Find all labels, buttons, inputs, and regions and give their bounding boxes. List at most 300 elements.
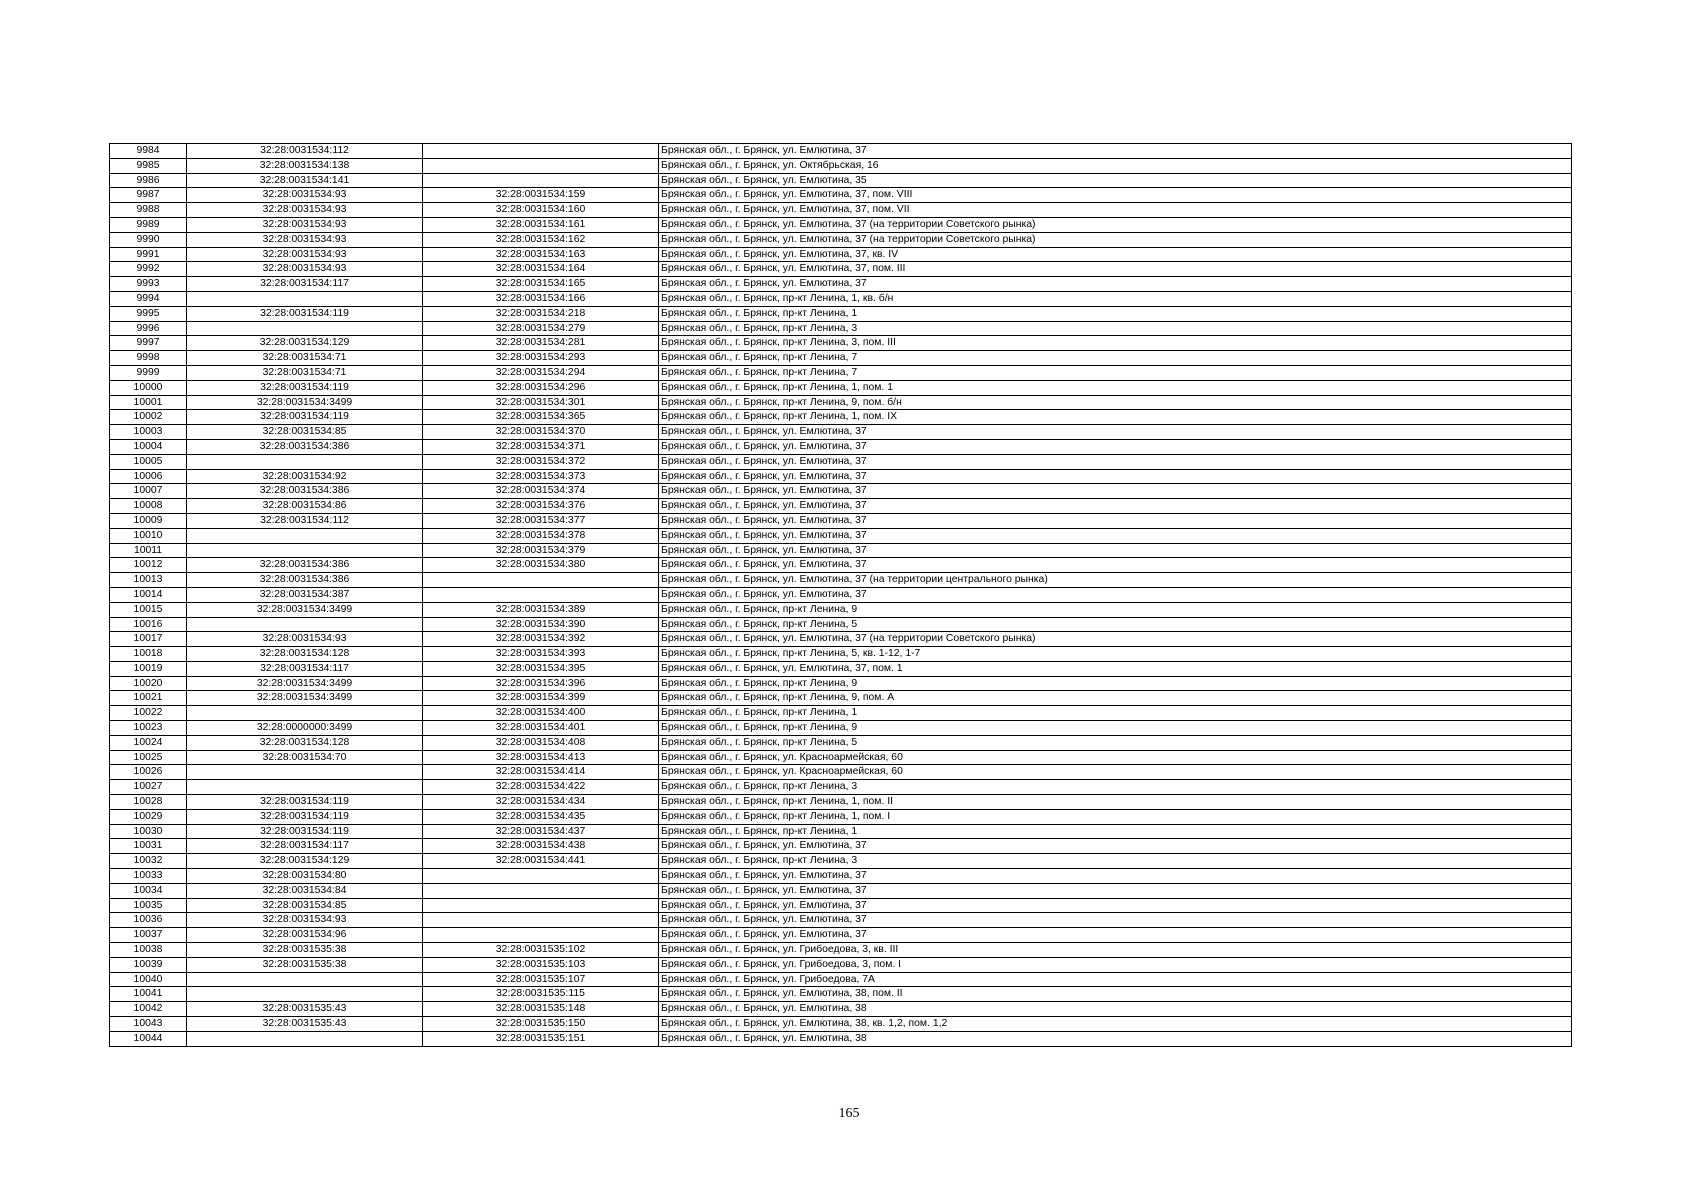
table-row [110,928,1572,943]
address-cell: Брянская обл., г. Брянск, пр-кт Ленина, 9 [659,602,1572,617]
object-cadastral-number-cell: 32:28:0031534:164 [423,262,659,277]
object-cadastral-number-cell [423,587,659,602]
cadastral-number-cell: 32:28:0031534:141 [187,173,423,188]
cadastral-number-cell [187,972,423,987]
address-cell: Брянская обл., г. Брянск, ул. Емлютина, 37 [659,484,1572,499]
table-row [110,573,1572,588]
row-number-cell: 10036 [110,913,187,928]
cadastral-number-cell: 32:28:0031534:3499 [187,676,423,691]
cadastral-number-cell: 32:28:0031534:386 [187,439,423,454]
row-number-cell: 10005 [110,454,187,469]
row-number-cell: 10022 [110,706,187,721]
table-row [110,957,1572,972]
table-row [110,1002,1572,1017]
row-number-cell: 10041 [110,987,187,1002]
object-cadastral-number-cell [423,869,659,884]
address-cell: Брянская обл., г. Брянск, ул. Емлютина, 37 [659,543,1572,558]
address-cell: Брянская обл., г. Брянск, ул. Емлютина, 37 (на территории Советского рынка) [659,232,1572,247]
row-number-cell: 10024 [110,735,187,750]
cadastral-number-cell: 32:28:0031534:119 [187,410,423,425]
address-cell: Брянская обл., г. Брянск, ул. Емлютина, 37 [659,425,1572,440]
object-cadastral-number-cell [423,573,659,588]
cadastral-number-cell: 32:28:0031534:119 [187,306,423,321]
address-cell: Брянская обл., г. Брянск, ул. Емлютина, 37 [659,883,1572,898]
cadastral-number-cell: 32:28:0031534:129 [187,854,423,869]
cadastral-number-cell [187,321,423,336]
row-number-cell: 10004 [110,439,187,454]
row-number-cell: 10027 [110,780,187,795]
row-number-cell: 10037 [110,928,187,943]
object-cadastral-number-cell: 32:28:0031534:159 [423,188,659,203]
cadastral-number-cell: 32:28:0031535:38 [187,943,423,958]
row-number-cell: 10026 [110,765,187,780]
cadastral-number-cell: 32:28:0031534:93 [187,232,423,247]
object-cadastral-number-cell: 32:28:0031534:422 [423,780,659,795]
cadastral-number-cell: 32:28:0031534:93 [187,262,423,277]
object-cadastral-number-cell: 32:28:0031534:166 [423,291,659,306]
row-number-cell: 9995 [110,306,187,321]
row-number-cell: 10011 [110,543,187,558]
table-row [110,632,1572,647]
cadastral-number-cell: 32:28:0031534:93 [187,247,423,262]
table-row [110,558,1572,573]
table-row [110,380,1572,395]
cadastral-number-cell: 32:28:0031534:112 [187,144,423,159]
table-row [110,943,1572,958]
row-number-cell: 9990 [110,232,187,247]
address-cell: Брянская обл., г. Брянск, ул. Емлютина, 37 [659,898,1572,913]
object-cadastral-number-cell: 32:28:0031534:389 [423,602,659,617]
address-cell: Брянская обл., г. Брянск, ул. Емлютина, 37 (на территории Советского рынка) [659,632,1572,647]
table-row [110,528,1572,543]
cadastral-number-cell: 32:28:0031534:117 [187,661,423,676]
table-row [110,869,1572,884]
address-cell: Брянская обл., г. Брянск, ул. Грибоедова, 3, пом. I [659,957,1572,972]
cadastral-number-cell: 32:28:0031534:93 [187,913,423,928]
cadastral-number-cell [187,543,423,558]
table-row [110,306,1572,321]
object-cadastral-number-cell: 32:28:0031534:374 [423,484,659,499]
row-number-cell: 9999 [110,365,187,380]
address-cell: Брянская обл., г. Брянск, ул. Емлютина, 38 [659,1031,1572,1046]
cadastral-number-cell: 32:28:0031534:128 [187,647,423,662]
address-cell: Брянская обл., г. Брянск, ул. Емлютина, 35 [659,173,1572,188]
row-number-cell: 10021 [110,691,187,706]
table-row [110,691,1572,706]
address-cell: Брянская обл., г. Брянск, ул. Емлютина, 37, кв. IV [659,247,1572,262]
table-row [110,203,1572,218]
cadastral-number-cell [187,706,423,721]
table-row [110,765,1572,780]
address-cell: Брянская обл., г. Брянск, пр-кт Ленина, 9, пом. А [659,691,1572,706]
object-cadastral-number-cell: 32:28:0031534:370 [423,425,659,440]
address-cell: Брянская обл., г. Брянск, ул. Емлютина, 37 [659,469,1572,484]
row-number-cell: 10025 [110,750,187,765]
row-number-cell: 10034 [110,883,187,898]
row-number-cell: 10043 [110,1017,187,1032]
address-cell: Брянская обл., г. Брянск, пр-кт Ленина, 1 [659,824,1572,839]
object-cadastral-number-cell: 32:28:0031534:293 [423,351,659,366]
row-number-cell: 10010 [110,528,187,543]
address-cell: Брянская обл., г. Брянск, пр-кт Ленина, 9, пом. б/н [659,395,1572,410]
cadastral-number-cell: 32:28:0000000:3499 [187,721,423,736]
object-cadastral-number-cell [423,173,659,188]
cadastral-number-cell: 32:28:0031534:3499 [187,395,423,410]
row-number-cell: 10007 [110,484,187,499]
table-row [110,188,1572,203]
cadastral-number-cell: 32:28:0031534:86 [187,499,423,514]
row-number-cell: 10002 [110,410,187,425]
cadastral-number-cell: 32:28:0031534:138 [187,158,423,173]
cadastral-number-cell: 32:28:0031534:129 [187,336,423,351]
cadastral-number-cell: 32:28:0031534:71 [187,351,423,366]
cadastral-number-cell: 32:28:0031534:93 [187,203,423,218]
table-row [110,454,1572,469]
address-cell: Брянская обл., г. Брянск, пр-кт Ленина, 1, пом. I [659,809,1572,824]
address-cell: Брянская обл., г. Брянск, ул. Емлютина, 37, пом. III [659,262,1572,277]
object-cadastral-number-cell: 32:28:0031534:399 [423,691,659,706]
address-cell: Брянская обл., г. Брянск, пр-кт Ленина, 7 [659,351,1572,366]
table-row [110,262,1572,277]
cadastral-number-cell [187,765,423,780]
address-cell: Брянская обл., г. Брянск, пр-кт Ленина, 1, кв. б/н [659,291,1572,306]
address-cell: Брянская обл., г. Брянск, ул. Емлютина, 37 [659,144,1572,159]
row-number-cell: 10031 [110,839,187,854]
table-row [110,780,1572,795]
address-cell: Брянская обл., г. Брянск, ул. Емлютина, 38 [659,1002,1572,1017]
table-row [110,824,1572,839]
table-row [110,617,1572,632]
row-number-cell: 10028 [110,795,187,810]
object-cadastral-number-cell: 32:28:0031534:218 [423,306,659,321]
table-row [110,144,1572,159]
cadastral-number-cell: 32:28:0031534:119 [187,809,423,824]
table-row [110,365,1572,380]
table-row [110,898,1572,913]
cadastral-number-cell: 32:28:0031534:3499 [187,691,423,706]
address-cell: Брянская обл., г. Брянск, ул. Емлютина, 37, пом. VII [659,203,1572,218]
cadastral-number-cell: 32:28:0031534:70 [187,750,423,765]
address-cell: Брянская обл., г. Брянск, ул. Красноармейская, 60 [659,765,1572,780]
address-cell: Брянская обл., г. Брянск, ул. Емлютина, 37 [659,277,1572,292]
object-cadastral-number-cell: 32:28:0031534:379 [423,543,659,558]
address-cell: Брянская обл., г. Брянск, ул. Емлютина, 37 [659,587,1572,602]
table-row [110,484,1572,499]
address-cell: Брянская обл., г. Брянск, пр-кт Ленина, 1, пом. II [659,795,1572,810]
table-row [110,1031,1572,1046]
row-number-cell: 10030 [110,824,187,839]
object-cadastral-number-cell: 32:28:0031534:281 [423,336,659,351]
object-cadastral-number-cell: 32:28:0031534:393 [423,647,659,662]
cadastral-number-cell: 32:28:0031534:112 [187,513,423,528]
table-row [110,336,1572,351]
object-cadastral-number-cell: 32:28:0031534:435 [423,809,659,824]
row-number-cell: 10039 [110,957,187,972]
address-cell: Брянская обл., г. Брянск, пр-кт Ленина, 9 [659,676,1572,691]
table-row [110,351,1572,366]
object-cadastral-number-cell: 32:28:0031534:373 [423,469,659,484]
object-cadastral-number-cell: 32:28:0031534:414 [423,765,659,780]
cadastral-number-cell: 32:28:0031534:386 [187,573,423,588]
row-number-cell: 9992 [110,262,187,277]
object-cadastral-number-cell: 32:28:0031534:390 [423,617,659,632]
row-number-cell: 10008 [110,499,187,514]
row-number-cell: 9996 [110,321,187,336]
row-number-cell: 9984 [110,144,187,159]
table-row [110,173,1572,188]
row-number-cell: 10029 [110,809,187,824]
table-row [110,439,1572,454]
object-cadastral-number-cell: 32:28:0031535:115 [423,987,659,1002]
object-cadastral-number-cell: 32:28:0031534:162 [423,232,659,247]
table-row [110,469,1572,484]
row-number-cell: 9993 [110,277,187,292]
row-number-cell: 10015 [110,602,187,617]
object-cadastral-number-cell: 32:28:0031534:371 [423,439,659,454]
table-row [110,425,1572,440]
address-cell: Брянская обл., г. Брянск, пр-кт Ленина, 3 [659,854,1572,869]
row-number-cell: 10040 [110,972,187,987]
cadastral-number-cell: 32:28:0031534:93 [187,217,423,232]
cadastral-number-cell [187,987,423,1002]
table-row [110,587,1572,602]
address-cell: Брянская обл., г. Брянск, ул. Грибоедова, 3, кв. III [659,943,1572,958]
address-cell: Брянская обл., г. Брянск, пр-кт Ленина, 1 [659,306,1572,321]
object-cadastral-number-cell: 32:28:0031534:163 [423,247,659,262]
row-number-cell: 10020 [110,676,187,691]
object-cadastral-number-cell: 32:28:0031534:165 [423,277,659,292]
cadastral-number-cell: 32:28:0031534:84 [187,883,423,898]
object-cadastral-number-cell: 32:28:0031534:392 [423,632,659,647]
object-cadastral-number-cell [423,158,659,173]
cadastral-number-cell: 32:28:0031534:3499 [187,602,423,617]
object-cadastral-number-cell [423,144,659,159]
address-cell: Брянская обл., г. Брянск, пр-кт Ленина, 3 [659,780,1572,795]
object-cadastral-number-cell: 32:28:0031535:103 [423,957,659,972]
object-cadastral-number-cell: 32:28:0031534:279 [423,321,659,336]
address-cell: Брянская обл., г. Брянск, ул. Емлютина, 37 (на территории центрального рынка) [659,573,1572,588]
address-cell: Брянская обл., г. Брянск, ул. Красноармейская, 60 [659,750,1572,765]
table-body [110,144,1572,1047]
table-row [110,972,1572,987]
address-cell: Брянская обл., г. Брянск, пр-кт Ленина, 5 [659,735,1572,750]
row-number-cell: 10001 [110,395,187,410]
address-cell: Брянская обл., г. Брянск, ул. Емлютина, 37 [659,839,1572,854]
row-number-cell: 10016 [110,617,187,632]
address-cell: Брянская обл., г. Брянск, ул. Емлютина, 37 [659,439,1572,454]
row-number-cell: 10012 [110,558,187,573]
cadastral-number-cell: 32:28:0031534:80 [187,869,423,884]
cadastral-number-cell: 32:28:0031534:386 [187,558,423,573]
object-cadastral-number-cell: 32:28:0031534:301 [423,395,659,410]
object-cadastral-number-cell: 32:28:0031534:413 [423,750,659,765]
address-cell: Брянская обл., г. Брянск, ул. Емлютина, 37 [659,558,1572,573]
cadastral-number-cell: 32:28:0031534:92 [187,469,423,484]
cadastral-number-cell: 32:28:0031534:386 [187,484,423,499]
row-number-cell: 10044 [110,1031,187,1046]
object-cadastral-number-cell: 32:28:0031534:378 [423,528,659,543]
row-number-cell: 10019 [110,661,187,676]
table-row [110,750,1572,765]
row-number-cell: 10000 [110,380,187,395]
table-row [110,232,1572,247]
object-cadastral-number-cell: 32:28:0031534:161 [423,217,659,232]
cadastral-number-cell: 32:28:0031534:128 [187,735,423,750]
object-cadastral-number-cell: 32:28:0031534:294 [423,365,659,380]
table-row [110,277,1572,292]
row-number-cell: 10035 [110,898,187,913]
object-cadastral-number-cell: 32:28:0031534:365 [423,410,659,425]
table-row [110,987,1572,1002]
cadastral-number-cell [187,291,423,306]
cadastral-number-cell: 32:28:0031534:117 [187,277,423,292]
object-cadastral-number-cell: 32:28:0031534:376 [423,499,659,514]
address-cell: Брянская обл., г. Брянск, ул. Емлютина, 37, пом. 1 [659,661,1572,676]
cadastral-number-cell: 32:28:0031534:387 [187,587,423,602]
cadastral-number-cell [187,528,423,543]
row-number-cell: 10009 [110,513,187,528]
row-number-cell: 10018 [110,647,187,662]
table-row [110,395,1572,410]
cadastral-number-cell: 32:28:0031535:43 [187,1002,423,1017]
object-cadastral-number-cell: 32:28:0031534:434 [423,795,659,810]
address-cell: Брянская обл., г. Брянск, пр-кт Ленина, 7 [659,365,1572,380]
address-cell: Брянская обл., г. Брянск, ул. Емлютина, 37 [659,499,1572,514]
table-row [110,647,1572,662]
object-cadastral-number-cell: 32:28:0031534:401 [423,721,659,736]
address-cell: Брянская обл., г. Брянск, ул. Емлютина, 37 [659,928,1572,943]
table-row [110,795,1572,810]
address-cell: Брянская обл., г. Брянск, ул. Емлютина, 37 [659,913,1572,928]
object-cadastral-number-cell: 32:28:0031534:437 [423,824,659,839]
object-cadastral-number-cell: 32:28:0031535:102 [423,943,659,958]
table-row [110,913,1572,928]
row-number-cell: 9989 [110,217,187,232]
address-cell: Брянская обл., г. Брянск, пр-кт Ленина, 9 [659,721,1572,736]
address-cell: Брянская обл., г. Брянск, ул. Емлютина, 37, пом. VIII [659,188,1572,203]
property-table [109,143,1572,1047]
object-cadastral-number-cell: 32:28:0031534:400 [423,706,659,721]
object-cadastral-number-cell: 32:28:0031534:380 [423,558,659,573]
cadastral-number-cell: 32:28:0031534:117 [187,839,423,854]
table-row [110,676,1572,691]
table-row [110,883,1572,898]
table-row [110,499,1572,514]
cadastral-number-cell: 32:28:0031534:119 [187,795,423,810]
row-number-cell: 9998 [110,351,187,366]
object-cadastral-number-cell [423,898,659,913]
table-row [110,735,1572,750]
object-cadastral-number-cell: 32:28:0031534:296 [423,380,659,395]
address-cell: Брянская обл., г. Брянск, ул. Грибоедова, 7А [659,972,1572,987]
address-cell: Брянская обл., г. Брянск, пр-кт Ленина, 5, кв. 1-12, 1-7 [659,647,1572,662]
table-row [110,839,1572,854]
table-row [110,706,1572,721]
object-cadastral-number-cell: 32:28:0031535:150 [423,1017,659,1032]
object-cadastral-number-cell [423,913,659,928]
object-cadastral-number-cell: 32:28:0031535:148 [423,1002,659,1017]
row-number-cell: 10033 [110,869,187,884]
row-number-cell: 10023 [110,721,187,736]
cadastral-number-cell: 32:28:0031534:85 [187,425,423,440]
table-row [110,217,1572,232]
table-row [110,543,1572,558]
cadastral-number-cell: 32:28:0031534:119 [187,824,423,839]
row-number-cell: 10042 [110,1002,187,1017]
cadastral-number-cell: 32:28:0031534:71 [187,365,423,380]
address-cell: Брянская обл., г. Брянск, ул. Емлютина, 38, пом. II [659,987,1572,1002]
cadastral-number-cell [187,1031,423,1046]
address-cell: Брянская обл., г. Брянск, пр-кт Ленина, 1, пом. 1 [659,380,1572,395]
cadastral-number-cell: 32:28:0031534:85 [187,898,423,913]
table-row [110,247,1572,262]
address-cell: Брянская обл., г. Брянск, ул. Емлютина, 37 (на территории Советского рынка) [659,217,1572,232]
row-number-cell: 9985 [110,158,187,173]
cadastral-number-cell [187,454,423,469]
object-cadastral-number-cell: 32:28:0031534:377 [423,513,659,528]
table-row [110,321,1572,336]
cadastral-number-cell [187,780,423,795]
table-row [110,513,1572,528]
cadastral-number-cell: 32:28:0031534:93 [187,632,423,647]
table-row [110,410,1572,425]
row-number-cell: 10014 [110,587,187,602]
row-number-cell: 10013 [110,573,187,588]
cadastral-number-cell: 32:28:0031534:93 [187,188,423,203]
cadastral-number-cell [187,617,423,632]
address-cell: Брянская обл., г. Брянск, пр-кт Ленина, 5 [659,617,1572,632]
row-number-cell: 9987 [110,188,187,203]
table-row [110,291,1572,306]
page-number: 165 [838,1106,860,1121]
address-cell: Брянская обл., г. Брянск, пр-кт Ленина, 3 [659,321,1572,336]
table-row [110,721,1572,736]
table-row [110,854,1572,869]
row-number-cell: 10038 [110,943,187,958]
object-cadastral-number-cell: 32:28:0031535:151 [423,1031,659,1046]
object-cadastral-number-cell [423,883,659,898]
address-cell: Брянская обл., г. Брянск, ул. Октябрьская, 16 [659,158,1572,173]
row-number-cell: 9994 [110,291,187,306]
address-cell: Брянская обл., г. Брянск, пр-кт Ленина, 1 [659,706,1572,721]
address-cell: Брянская обл., г. Брянск, ул. Емлютина, 37 [659,869,1572,884]
table-row [110,661,1572,676]
row-number-cell: 10003 [110,425,187,440]
row-number-cell: 9986 [110,173,187,188]
cadastral-number-cell: 32:28:0031534:119 [187,380,423,395]
row-number-cell: 9997 [110,336,187,351]
address-cell: Брянская обл., г. Брянск, пр-кт Ленина, 3, пом. III [659,336,1572,351]
cadastral-number-cell: 32:28:0031534:96 [187,928,423,943]
object-cadastral-number-cell: 32:28:0031534:408 [423,735,659,750]
row-number-cell: 9988 [110,203,187,218]
object-cadastral-number-cell: 32:28:0031534:372 [423,454,659,469]
address-cell: Брянская обл., г. Брянск, ул. Емлютина, 37 [659,528,1572,543]
table-row [110,158,1572,173]
object-cadastral-number-cell [423,928,659,943]
object-cadastral-number-cell: 32:28:0031534:160 [423,203,659,218]
row-number-cell: 10017 [110,632,187,647]
object-cadastral-number-cell: 32:28:0031534:441 [423,854,659,869]
row-number-cell: 10006 [110,469,187,484]
cadastral-number-cell: 32:28:0031535:43 [187,1017,423,1032]
table-row [110,809,1572,824]
cadastral-number-cell: 32:28:0031535:38 [187,957,423,972]
row-number-cell: 10032 [110,854,187,869]
table-row [110,1017,1572,1032]
table-row [110,602,1572,617]
row-number-cell: 9991 [110,247,187,262]
